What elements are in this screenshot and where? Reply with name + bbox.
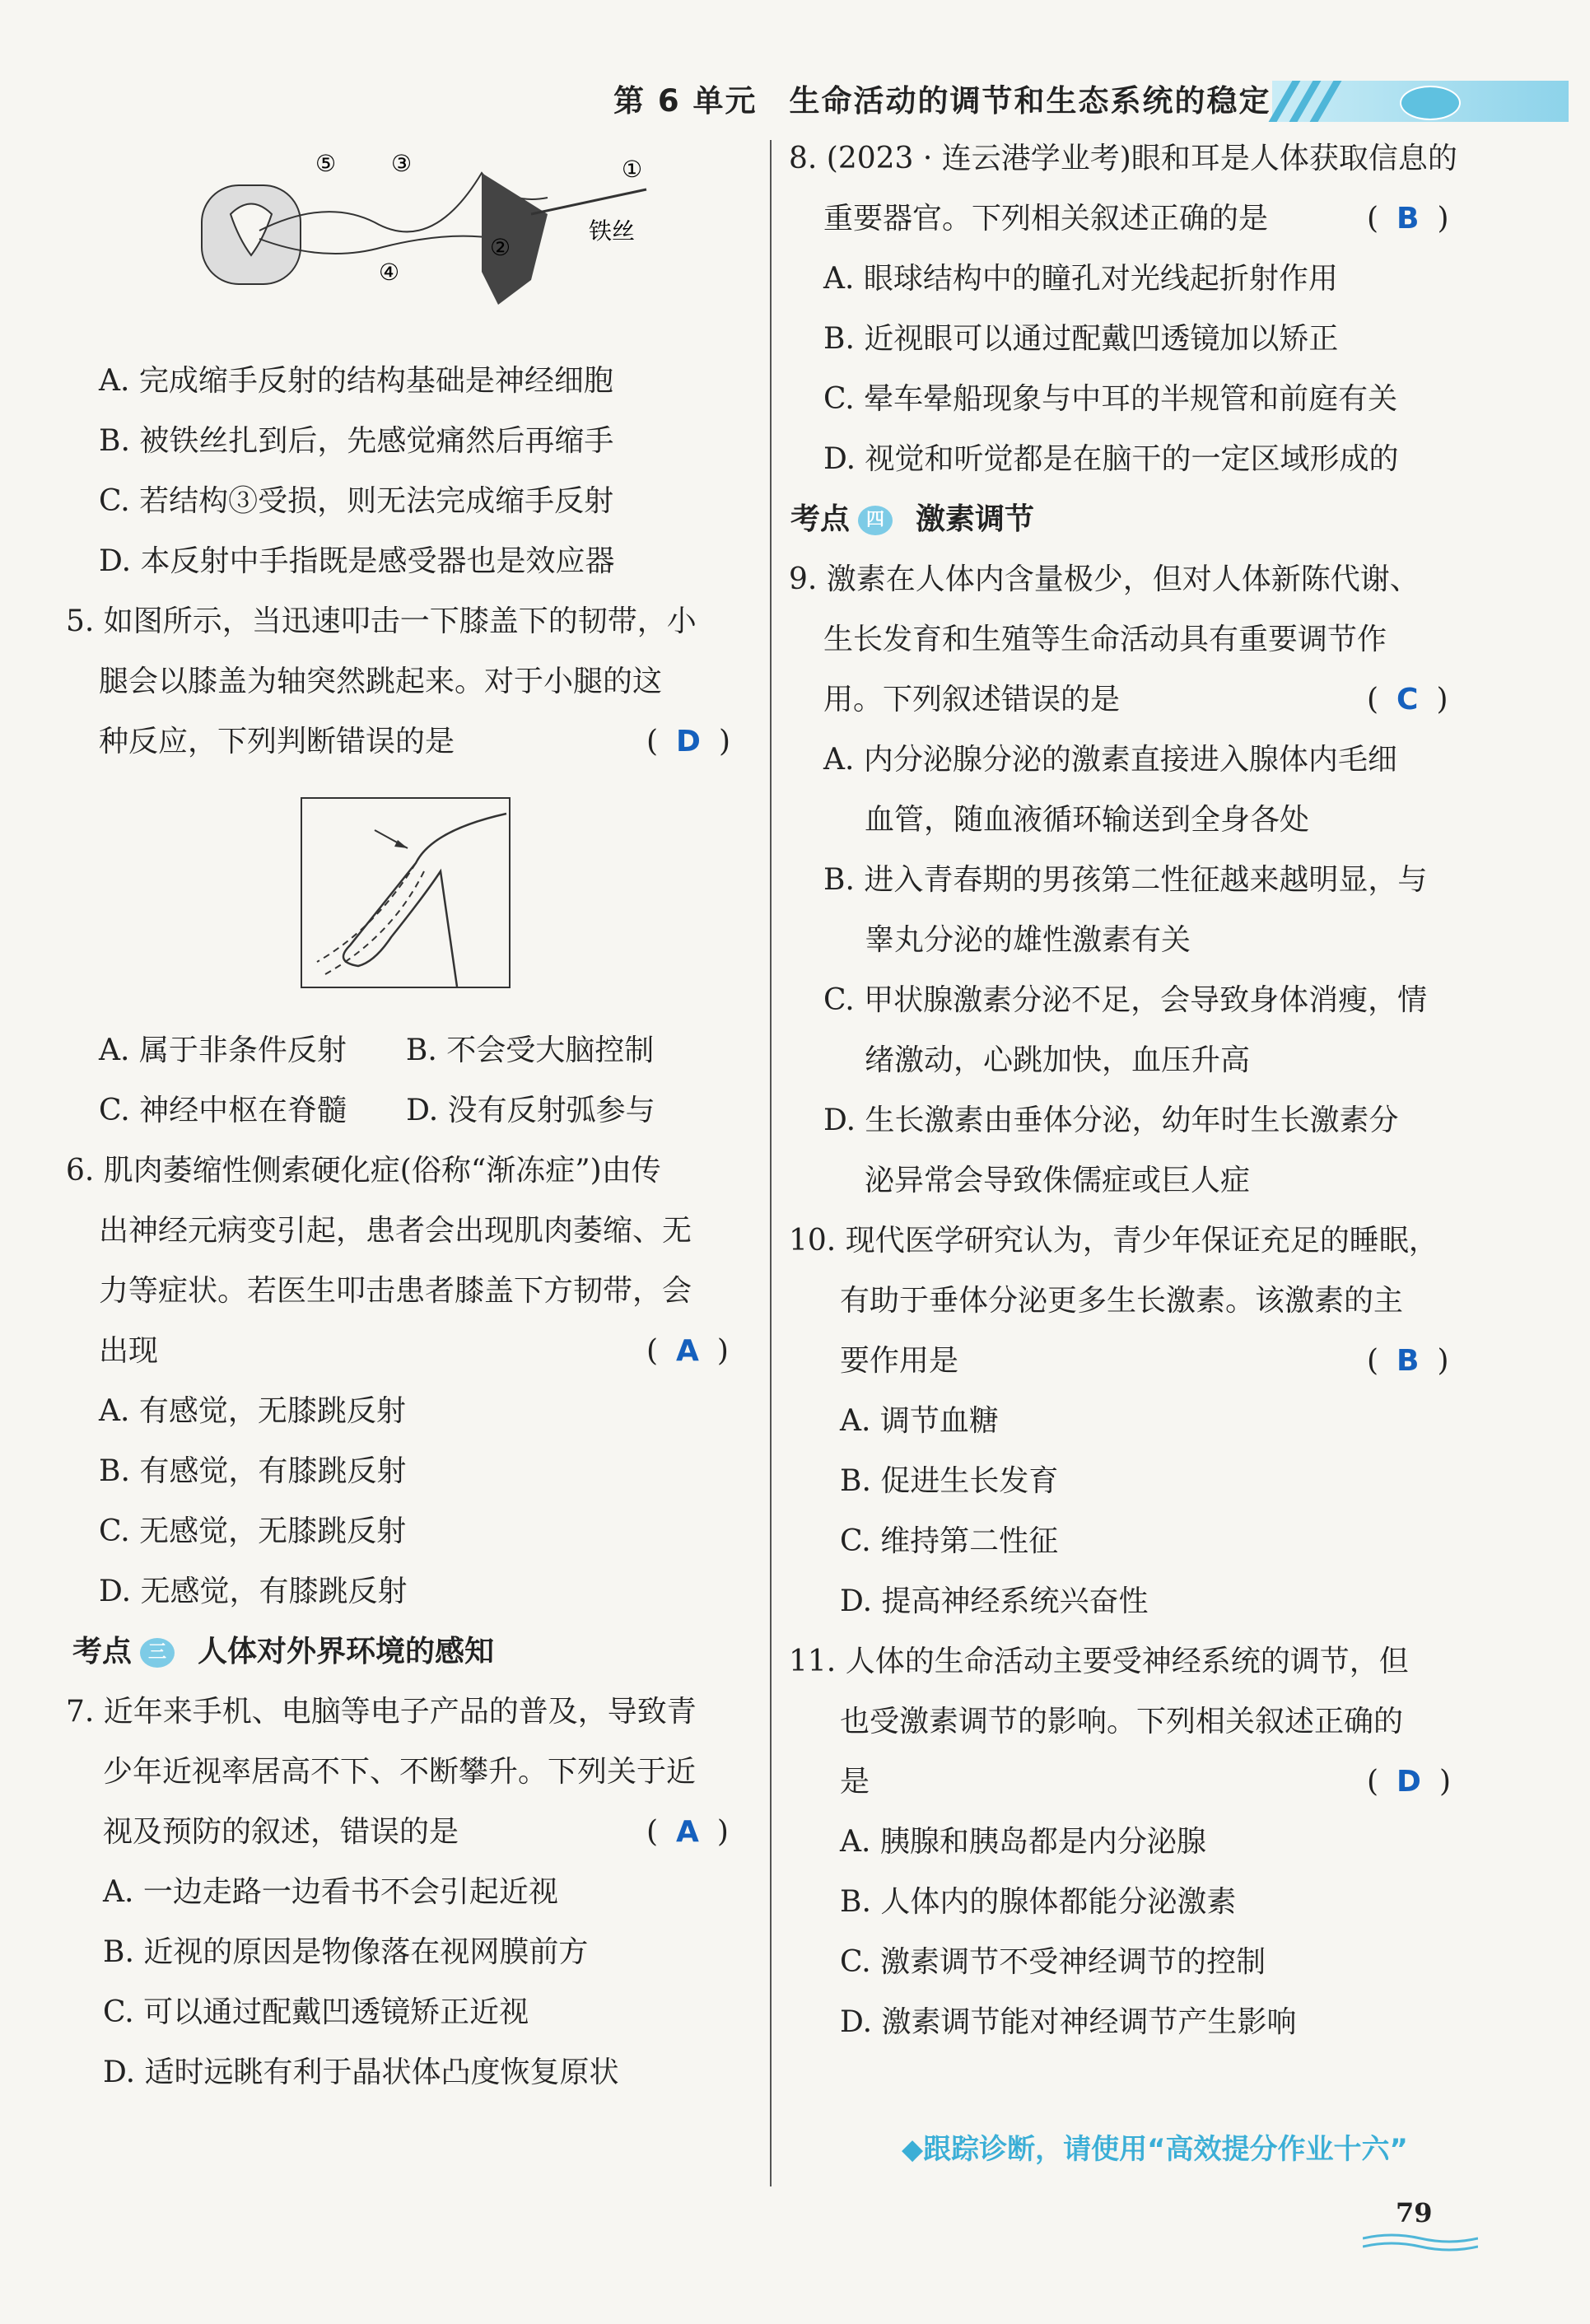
right-text-line: 泌异常会导致侏儒症或巨人症: [865, 1164, 1251, 1197]
right-text-line: 要作用是: [840, 1344, 959, 1378]
section-number-badge: 三: [140, 1638, 175, 1668]
right-text-line: 用。下列叙述错误的是: [823, 683, 1121, 716]
left-text-line: D. 无感觉，有膝跳反射: [99, 1575, 408, 1608]
section-heading-perception: 考点 三 人体对外界环境的感知: [72, 1635, 495, 1668]
figure-label-5: ⑤: [315, 150, 337, 177]
left-text-line: 少年近视率居高不下、不断攀升。下列关于近: [103, 1755, 697, 1789]
answer-letter: B: [1396, 1344, 1420, 1378]
left-text-line: 6. 肌肉萎缩性侧索硬化症(俗称“渐冻症”)由传: [66, 1154, 661, 1188]
answer-bracket: ( D ): [1367, 1765, 1451, 1799]
right-text-line: A. 调节血糖: [840, 1404, 999, 1438]
left-text-line: B. 近视的原因是物像落在视网膜前方: [103, 1935, 589, 1969]
answer-letter: D: [1396, 1765, 1421, 1799]
right-text-line: D. 提高神经系统兴奋性: [840, 1584, 1149, 1618]
right-text-line: 绪激动，心跳加快，血压升高: [865, 1043, 1251, 1077]
left-text-line: B. 有感觉，有膝跳反射: [99, 1454, 407, 1488]
left-text-line: 视及预防的叙述，错误的是: [103, 1815, 459, 1849]
right-text-line: A. 胰腺和胰岛都是内分泌腺: [840, 1825, 1206, 1859]
column-divider: [770, 140, 772, 2186]
left-text-line: A. 一边走路一边看书不会引起近视: [103, 1875, 558, 1909]
left-text-line: 种反应，下列判断错误的是: [99, 725, 455, 758]
right-text-line: C. 晕车晕船现象与中耳的半规管和前庭有关: [823, 382, 1398, 416]
section-heading-hormone: 考点 四 激素调节: [790, 502, 1035, 536]
page-number-waves: [1363, 2232, 1478, 2252]
reflex-arc-figure: [185, 148, 696, 321]
answer-bracket: ( A ): [646, 1815, 729, 1849]
figure-label-3: ③: [391, 150, 413, 177]
right-text-line: D. 视觉和听觉都是在脑干的一定区域形成的: [823, 442, 1399, 476]
left-text-line: 出神经元病变引起，患者会出现肌肉萎缩、无: [99, 1214, 692, 1248]
right-text-line: 10. 现代医学研究认为，青少年保证充足的睡眠，: [789, 1224, 1438, 1258]
left-text-line: C. 无感觉，无膝跳反射: [99, 1514, 407, 1548]
left-text-line: 5. 如图所示，当迅速叩击一下膝盖下的韧带，小: [66, 604, 697, 638]
answer-bracket: ( A ): [646, 1334, 729, 1368]
right-text-line: 8. (2023 · 连云港学业考)眼和耳是人体获取信息的: [789, 142, 1457, 175]
right-text-line: B. 促进生长发育: [840, 1464, 1059, 1498]
right-text-line: A. 眼球结构中的瞳孔对光线起折射作用: [823, 262, 1338, 296]
right-text-line: 睾丸分泌的雄性激素有关: [865, 923, 1191, 957]
right-text-line: 9. 激素在人体内含量极少，但对人体新陈代谢、: [789, 562, 1420, 596]
knee-jerk-figure: [301, 797, 511, 988]
page-number: 79: [1396, 2197, 1433, 2228]
right-text-line: B. 进入青春期的男孩第二性征越来越明显，与: [823, 863, 1428, 897]
right-text-line: 是: [840, 1765, 870, 1799]
left-text-line: B. 被铁丝扎到后，先感觉痛然后再缩手: [99, 424, 614, 458]
right-text-line: 也受激素调节的影响。下列相关叙述正确的: [840, 1705, 1404, 1738]
right-text-line: 11. 人体的生命活动主要受神经系统的调节，但: [789, 1645, 1409, 1678]
right-text-line: C. 甲状腺激素分泌不足，会导致身体消瘦，情: [823, 983, 1428, 1017]
left-text-line: 力等症状。若医生叩击患者膝盖下方韧带，会: [99, 1274, 692, 1308]
answer-bracket: ( B ): [1367, 1344, 1449, 1378]
page-title: 第 6 单元 生命活动的调节和生态系统的稳定: [613, 83, 1271, 119]
left-text-line: 7. 近年来手机、电脑等电子产品的普及，导致青: [66, 1695, 697, 1729]
left-text-line: 出现: [99, 1334, 159, 1368]
right-text-line: C. 激素调节不受神经调节的控制: [840, 1945, 1266, 1979]
footer-note: ◆跟踪诊断，请使用“高效提分作业十六”: [902, 2133, 1408, 2166]
left-text-line: D. 本反射中手指既是感受器也是效应器: [99, 544, 615, 578]
header-logo-icon: [1400, 86, 1461, 120]
answer-letter: A: [676, 1815, 699, 1849]
left-text-line: C. 可以通过配戴凹透镜矫正近视: [103, 1995, 529, 2029]
figure-label-2: ②: [490, 234, 511, 261]
left-text-line: A. 有感觉，无膝跳反射: [99, 1394, 406, 1428]
left-text-line: 腿会以膝盖为轴突然跳起来。对于小腿的这: [99, 665, 663, 698]
header-stripes: [1272, 81, 1371, 122]
right-text-line: D. 生长激素由垂体分泌，幼年时生长激素分: [823, 1104, 1399, 1137]
answer-letter: B: [1396, 202, 1420, 236]
right-text-line: 有助于垂体分泌更多生长激素。该激素的主: [840, 1284, 1404, 1318]
answer-bracket: ( C ): [1367, 683, 1448, 716]
section-number-badge: 四: [858, 506, 893, 535]
answer-letter: C: [1396, 683, 1419, 716]
answer-bracket: ( D ): [646, 725, 730, 758]
left-text-line: A. 属于非条件反射 B. 不会受大脑控制: [99, 1034, 655, 1067]
right-text-line: D. 激素调节能对神经调节产生影响: [840, 2005, 1297, 2039]
right-text-line: A. 内分泌腺分泌的激素直接进入腺体内毛细: [823, 743, 1397, 777]
right-text-line: B. 人体内的腺体都能分泌激素: [840, 1885, 1237, 1919]
right-text-line: C. 维持第二性征: [840, 1524, 1059, 1558]
answer-bracket: ( B ): [1367, 202, 1449, 236]
left-text-line: A. 完成缩手反射的结构基础是神经细胞: [99, 364, 613, 398]
figure-label-1: ①: [622, 156, 643, 183]
left-text-line: C. 若结构③受损，则无法完成缩手反射: [99, 484, 614, 518]
right-text-line: 血管，随血液循环输送到全身各处: [865, 803, 1310, 837]
left-text-line: C. 神经中枢在脊髓 D. 没有反射弧参与: [99, 1094, 655, 1127]
right-text-line: 重要器官。下列相关叙述正确的是: [823, 202, 1269, 236]
left-text-line: D. 适时远眺有利于晶状体凸度恢复原状: [103, 2056, 619, 2089]
right-text-line: B. 近视眼可以通过配戴凹透镜加以矫正: [823, 322, 1339, 356]
right-text-line: 生长发育和生殖等生命活动具有重要调节作: [823, 623, 1387, 656]
answer-letter: A: [676, 1334, 699, 1368]
answer-letter: D: [676, 725, 701, 758]
figure-label-4: ④: [379, 259, 400, 286]
figure-label-wire: 铁丝: [589, 217, 636, 245]
